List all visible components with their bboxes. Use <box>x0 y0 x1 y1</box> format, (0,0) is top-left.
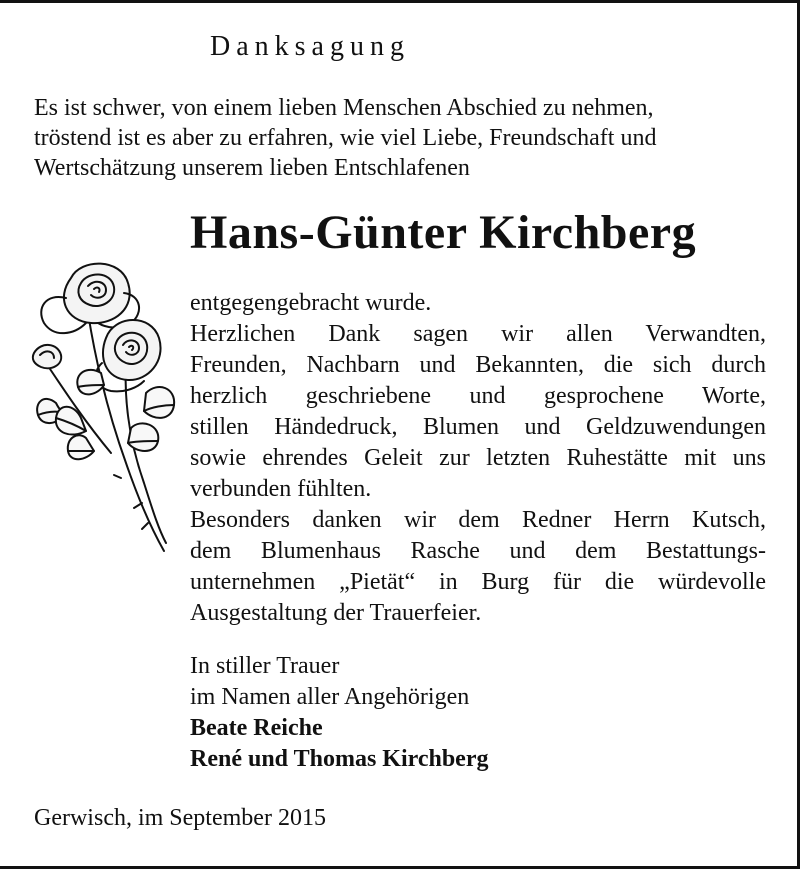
closing-line: im Namen aller Angehörigen <box>190 684 470 710</box>
body-line: Freunden, Nachbarn und Bekannten, die sich durch <box>190 352 766 378</box>
body-line: verbunden fühlten. <box>190 476 372 502</box>
body-line: herzlich geschriebene und gesprochene Worte, <box>190 383 766 409</box>
body-line: stillen Händedruck, Blumen und Geldzuwendungen <box>190 414 766 440</box>
deceased-name: Hans-Günter Kirchberg <box>190 206 697 259</box>
body-line: unternehmen „Pietät“ in Burg für die würdevolle <box>190 569 766 595</box>
signer-name: Beate Reiche <box>190 715 323 741</box>
signer-name: René und Thomas Kirchberg <box>190 746 489 772</box>
roses-illustration <box>26 253 186 558</box>
intro-line: Wertschätzung unserem lieben Entschlafenen <box>34 155 470 181</box>
intro-line: Es ist schwer, von einem lieben Menschen Abschied zu nehmen, <box>34 95 654 121</box>
heading: Danksagung <box>210 31 410 62</box>
body-line: entgegengebracht wurde. <box>190 290 432 316</box>
intro-paragraph <box>34 93 774 183</box>
body-line: Ausgestaltung der Trauerfeier. <box>190 600 482 626</box>
body-line: Besonders danken wir dem Redner Herrn Kutsch, <box>190 507 766 533</box>
closing-line: In stiller Trauer <box>190 653 340 679</box>
body-paragraph <box>190 288 766 629</box>
place-date: Gerwisch, im September 2015 <box>34 805 326 831</box>
intro-line: tröstend ist es aber zu erfahren, wie viel Liebe, Freundschaft und <box>34 125 657 151</box>
body-line: dem Blumenhaus Rasche und dem Bestattungs- <box>190 538 766 564</box>
body-line: Herzlichen Dank sagen wir allen Verwandten, <box>190 321 766 347</box>
body-line: sowie ehrendes Geleit zur letzten Ruhestätte mit uns <box>190 445 766 471</box>
closing-block <box>190 651 489 775</box>
